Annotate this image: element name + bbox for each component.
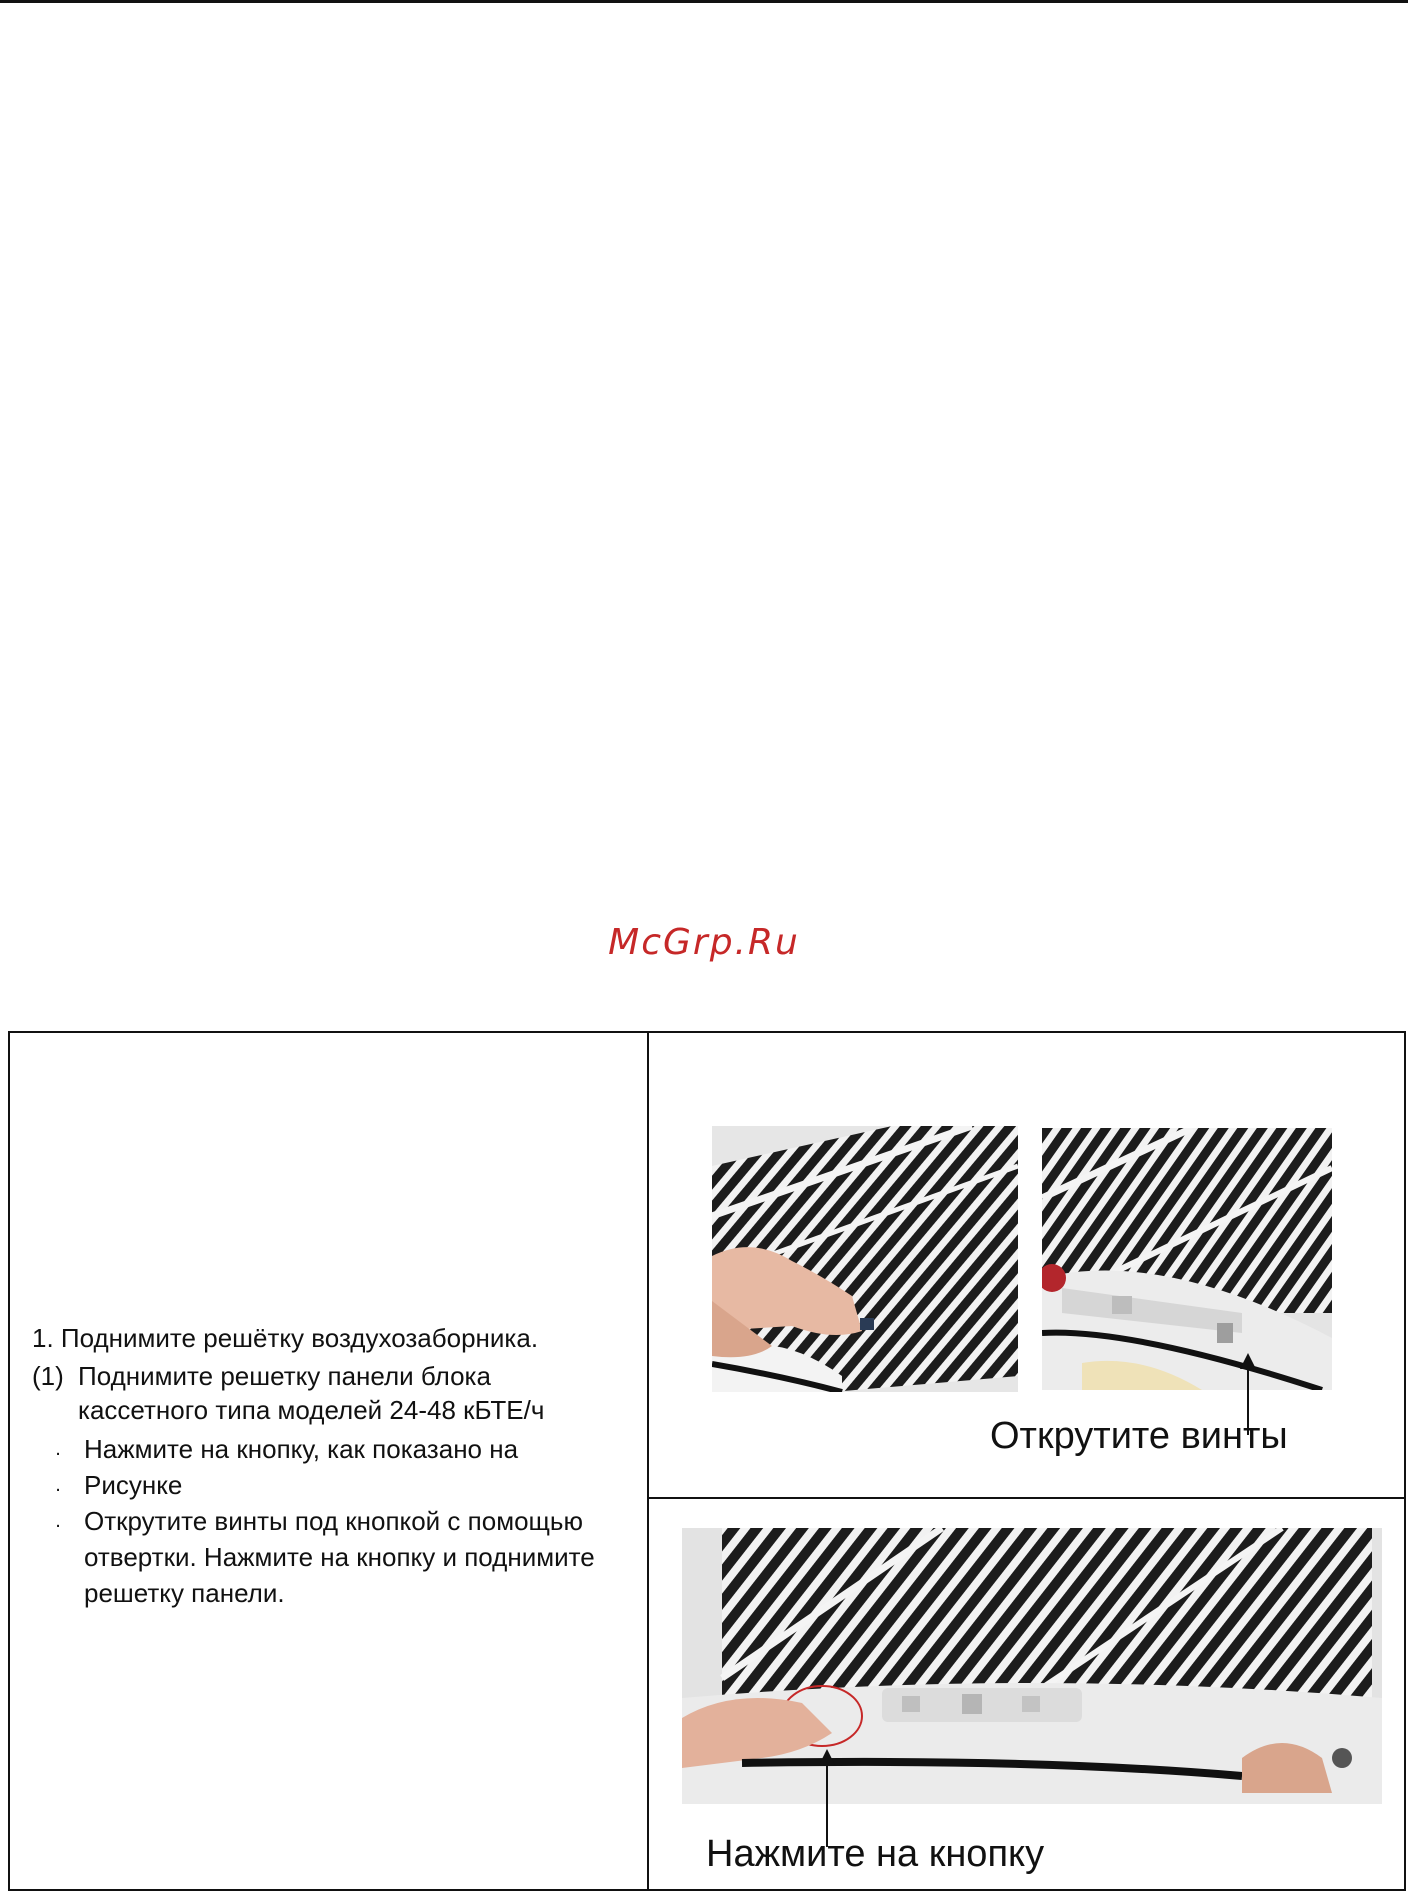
bullet-marker: . — [55, 1438, 61, 1460]
row-divider — [647, 1497, 1404, 1499]
instructions-cell — [32, 1321, 632, 1611]
photo-press-button — [682, 1528, 1382, 1804]
bullet-marker: . — [55, 1474, 61, 1496]
caption-unscrew: Открутите винты — [990, 1415, 1288, 1457]
sub-step-1 — [32, 1359, 632, 1393]
sub-step-line-1: Поднимите решетку панели блока — [78, 1361, 491, 1391]
photo-grille-lift — [712, 1126, 1018, 1392]
sub-step-1-cont — [32, 1393, 632, 1427]
watermark: McGrp.Ru — [608, 922, 800, 963]
step-title: 1. Поднимите решётку воздухозаборника. — [32, 1323, 539, 1353]
sub-step-line-2: кассетного типа моделей 24-48 кБТЕ/ч — [78, 1395, 545, 1425]
bullet-marker: . — [55, 1510, 61, 1532]
bullet-text: Открутите винты под кнопкой с помощью отвертки. Нажмите на кнопку и поднимите решетку панели. — [84, 1506, 595, 1608]
bullet-text: Нажмите на кнопку, как показано на — [84, 1434, 519, 1464]
list-item — [32, 1431, 632, 1467]
top-rule — [0, 0, 1408, 3]
bullet-text: Рисунке — [84, 1470, 183, 1500]
list-item — [32, 1467, 632, 1503]
list-item — [32, 1503, 632, 1611]
instruction-table — [8, 1031, 1406, 1891]
sub-step-number: (1) — [32, 1361, 64, 1391]
bullet-list — [32, 1431, 632, 1611]
photo-screws — [1042, 1128, 1332, 1390]
caption-press-button: Нажмите на кнопку — [706, 1833, 1045, 1875]
column-divider — [647, 1033, 649, 1889]
